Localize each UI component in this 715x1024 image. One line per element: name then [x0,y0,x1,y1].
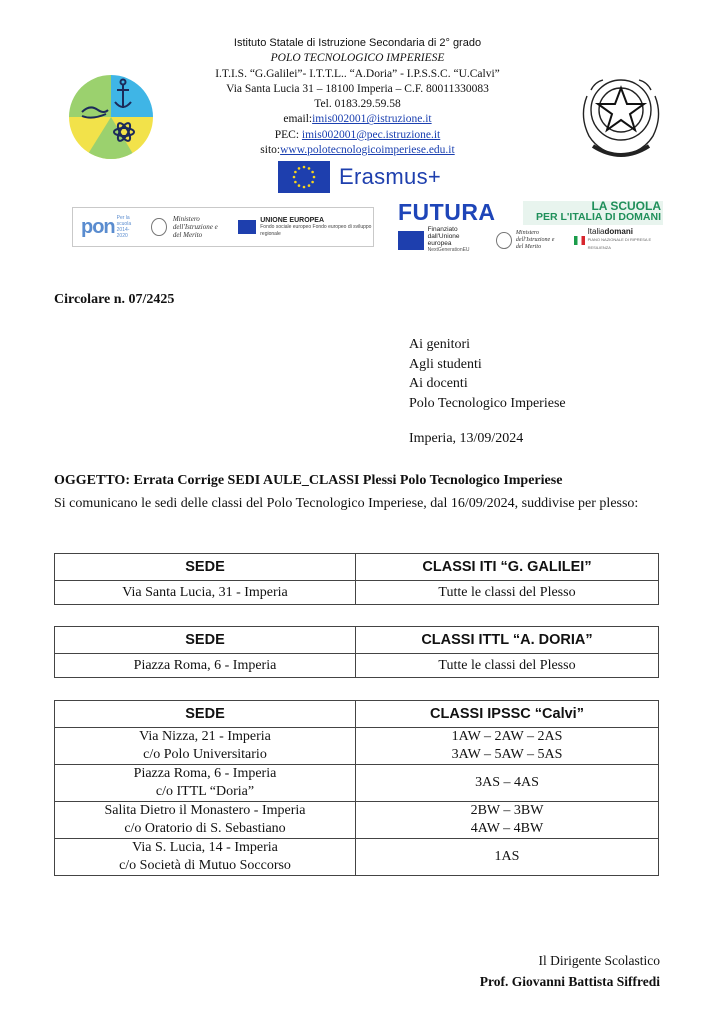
sede-cell: Via S. Lucia, 14 - Imperia c/o Società di Mutuo Soccorso [55,839,356,876]
document-date: Imperia, 13/09/2024 [409,431,524,446]
pon-logo: pon [81,215,115,238]
republic-emblem-small-icon [151,218,167,236]
table-header-cell: CLASSI ITI “G. GALILEI” [356,554,659,581]
recipient: Agli studenti [409,356,482,372]
classi-cell: 2BW – 3BW 4AW – 4BW [356,802,659,839]
institute-schools: I.T.I.S. “G.Galilei”- I.T.T.L.. “A.Doria” - I.P.S.S.C. “U.Calvi” [215,67,500,80]
table-header-cell: SEDE [55,701,356,728]
table-row [55,839,659,876]
recipients-block [409,335,566,413]
signature-block [0,950,660,992]
eu-flag-icon [278,161,330,193]
futura-logo: FUTURA [398,199,496,225]
classi-cell: 1AW – 2AW – 2AS 3AW – 5AW – 5AS [356,728,659,765]
website-link[interactable]: www.polotecnologicoimperiese.edu.it [280,144,455,157]
sede-cell: Salita Dietro il Monastero - Imperia c/o Oratorio di S. Sebastiano [55,802,356,839]
table-header-cell: SEDE [55,554,356,581]
subject-line: OGGETTO: Errata Corrige SEDI AULE_CLASSI Plessi Polo Tecnologico Imperiese [54,473,563,488]
classi-cell: Tutte le classi del Plesso [356,581,659,605]
eu-flag-futura-icon [398,231,424,250]
classes-table-doria [54,626,659,678]
institute-name: POLO TECNOLOGICO IMPERIESE [270,52,445,65]
table-row [55,802,659,839]
table-header-cell: SEDE [55,627,356,654]
finanziato-label: Finanziato dall'Unione europea NextGenerationEU [427,226,470,253]
table-header-cell: CLASSI IPSSC “Calvi” [356,701,659,728]
recipient: Ai genitori [409,337,471,352]
table-header-row [55,554,659,581]
recipient: Polo Tecnologico Imperiese [409,395,566,411]
recipient: Ai docenti [409,376,468,392]
classes-table-galilei [54,553,659,605]
sede-cell: Via Nizza, 21 - Imperia c/o Polo Universitario [55,728,356,765]
italiadomani-label: Italiadomani PIANO NAZIONALE DI RIPRESA E RESILIENZA [587,227,652,250]
italian-flag-icon [574,236,585,245]
ministero-futura-label: Ministero dell'Istruzione e del Merito [515,229,555,250]
institute-address: Via Santa Lucia 31 – 18100 Imperia – C.F. 80011330083 [226,82,489,95]
classi-cell: Tutte le classi del Plesso [356,654,659,678]
classes-table-calvi [54,700,659,876]
classi-cell: 1AS [356,839,659,876]
intro-paragraph: Si comunicano le sedi delle classi del Polo Tecnologico Imperiese, dal 16/09/2024, suddivise per plesso: [54,496,639,511]
table-row [55,654,659,678]
scuola-italia-domani-banner: LA SCUOLA PER L'ITALIA DI DOMANI [523,201,663,225]
institute-phone: Tel. 0183.29.59.58 [314,98,401,111]
sede-cell: Piazza Roma, 6 - Imperia [55,654,356,678]
ministero-label: Ministero dell'Istruzione e del Merito [172,215,218,239]
table-row [55,728,659,765]
ue-label: UNIONE EUROPEA Fondo sociale europeo Fondo europeo di sviluppo regionale [260,216,372,237]
sede-cell: Via Santa Lucia, 31 - Imperia [55,581,356,605]
table-header-row [55,701,659,728]
erasmus-label: Erasmus+ [339,163,442,189]
institute-email-line: email:imis002001@istruzione.it [283,113,432,126]
table-header-cell: CLASSI ITTL “A. DORIA” [356,627,659,654]
institute-type: Istituto Statale di Istruzione Secondaria di 2° grado [233,37,482,49]
table-header-row [55,627,659,654]
signatory-name: Prof. Giovanni Battista Siffredi [479,974,660,989]
pec-link[interactable]: imis002001@pec.istruzione.it [301,128,441,141]
eu-flag-small-icon [238,220,257,234]
institute-site-line: sito:www.polotecnologicoimperiese.edu.it [260,144,455,157]
circular-number: Circolare n. 07/2425 [54,292,175,307]
classi-cell: 3AS – 4AS [356,765,659,802]
pon-subtitle: Per la scuola 2014-2020 [116,215,132,239]
republic-emblem-futura-icon [496,232,512,249]
signatory-role: Il Dirigente Scolastico [538,953,660,968]
email-link[interactable]: imis002001@istruzione.it [312,113,432,126]
school-logo-icon [68,74,154,160]
sede-cell: Piazza Roma, 6 - Imperia c/o ITTL “Doria” [55,765,356,802]
futura-funding-row [398,226,668,253]
institute-pec-line: PEC: imis002001@pec.istruzione.it [274,128,441,141]
pon-banner [72,207,374,247]
erasmus-logo [278,160,478,193]
republic-emblem-icon [575,66,667,166]
table-row [55,765,659,802]
table-row [55,581,659,605]
